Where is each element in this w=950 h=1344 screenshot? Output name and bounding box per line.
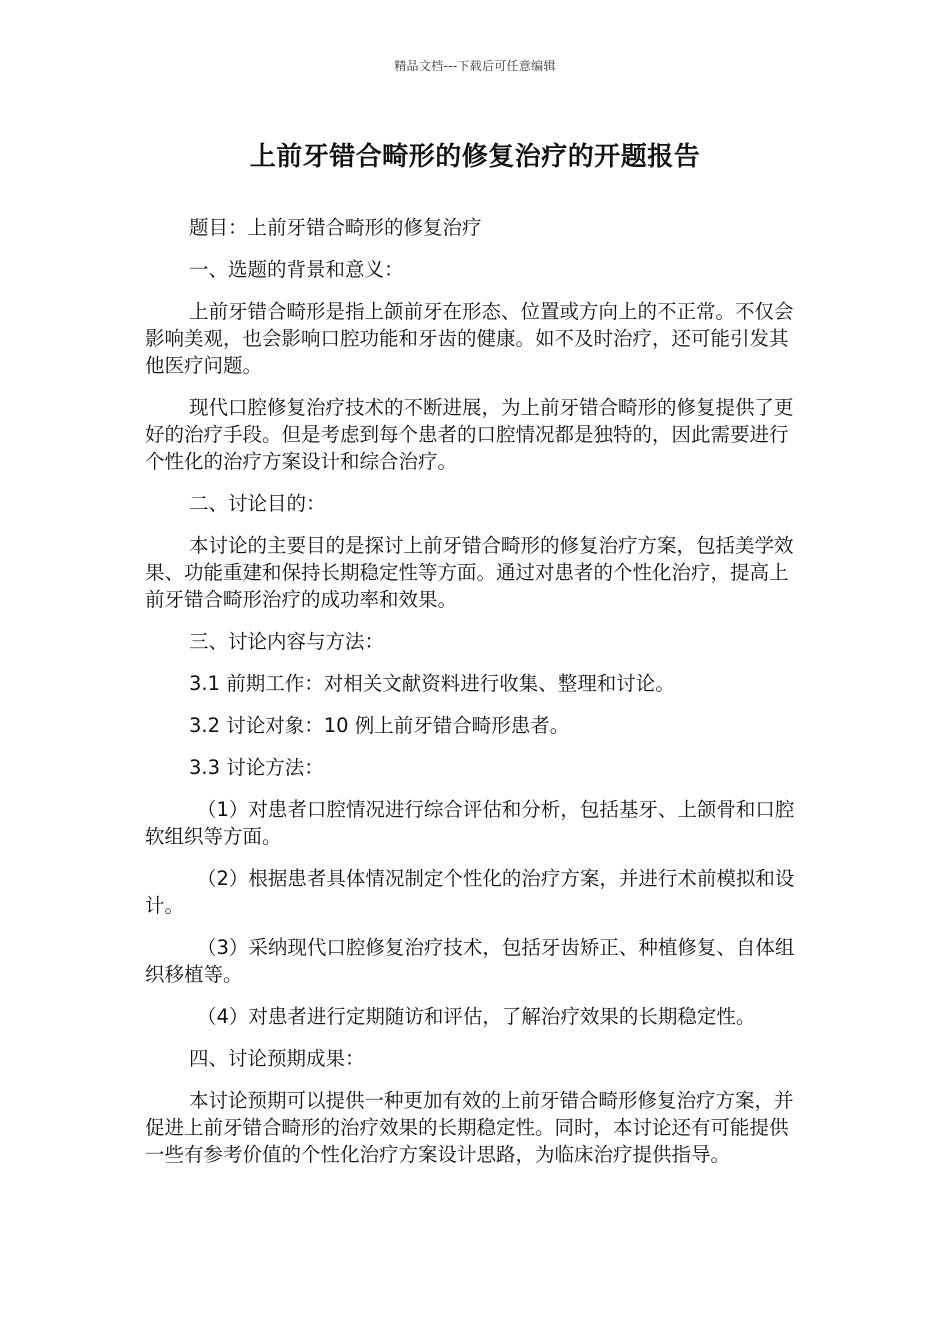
method-item-3: （3）采纳现代口腔修复治疗技术，包括牙齿矫正、种植修复、自体组织移植等。 (145, 936, 795, 986)
method-item-1: （1）对患者口腔情况进行综合评估和分析，包括基牙、上颌骨和口腔软组织等方面。 (145, 798, 795, 848)
outcomes-paragraph: 本讨论预期可以提供一种更加有效的上前牙错合畸形修复治疗方案，并促进上前牙错合畸形的治疗效果的长期稳定性。同时，本讨论还有可能提供一些有参考价值的个性化治疗方案设计思路，为临床治疗提供指导。 (145, 1089, 794, 1166)
purpose-paragraph: 本讨论的主要目的是探讨上前牙错合畸形的修复治疗方案，包括美学效果、功能重建和保持长期稳定性等方面。通过对患者的个性化治疗，提高上前牙错合畸形治疗的成功率和效果。 (145, 534, 794, 611)
method-subsection-3-3: 3.3 讨论方法： (189, 756, 324, 779)
method-subsection-3-1: 3.1 前期工作：对相关文献资料进行收集、整理和讨论。 (189, 672, 675, 695)
method-item-2: （2）根据患者具体情况制定个性化的治疗方案，并进行术前模拟和设计。 (145, 867, 795, 917)
topic-line: 题目：上前牙错合畸形的修复治疗 (189, 216, 482, 239)
section-heading-methods: 三、讨论内容与方法： (189, 630, 385, 653)
background-paragraph-1: 上前牙错合畸形是指上颌前牙在形态、位置或方向上的不正常。不仅会影响美观，也会影响口腔功能和牙齿的健康。如不及时治疗，还可能引发其他医疗问题。 (145, 300, 794, 377)
section-heading-outcomes: 四、讨论预期成果： (189, 1047, 365, 1070)
method-subsection-3-2: 3.2 讨论对象：10 例上前牙错合畸形患者。 (189, 714, 570, 737)
document-title: 上前牙错合畸形的修复治疗的开题报告 (249, 142, 701, 172)
section-heading-purpose: 二、讨论目的： (189, 492, 326, 515)
method-item-4: （4）对患者进行定期随访和评估，了解治疗效果的长期稳定性。 (197, 1005, 756, 1028)
section-heading-background: 一、选题的背景和意义： (189, 258, 404, 281)
header-note: 精品文档---下载后可任意编辑 (394, 59, 556, 73)
background-paragraph-2: 现代口腔修复治疗技术的不断进展，为上前牙错合畸形的修复提供了更好的治疗手段。但是考虑到每个患者的口腔情况都是独特的，因此需要进行个性化的治疗方案设计和综合治疗。 (145, 396, 794, 473)
document-body (145, 214, 805, 1183)
